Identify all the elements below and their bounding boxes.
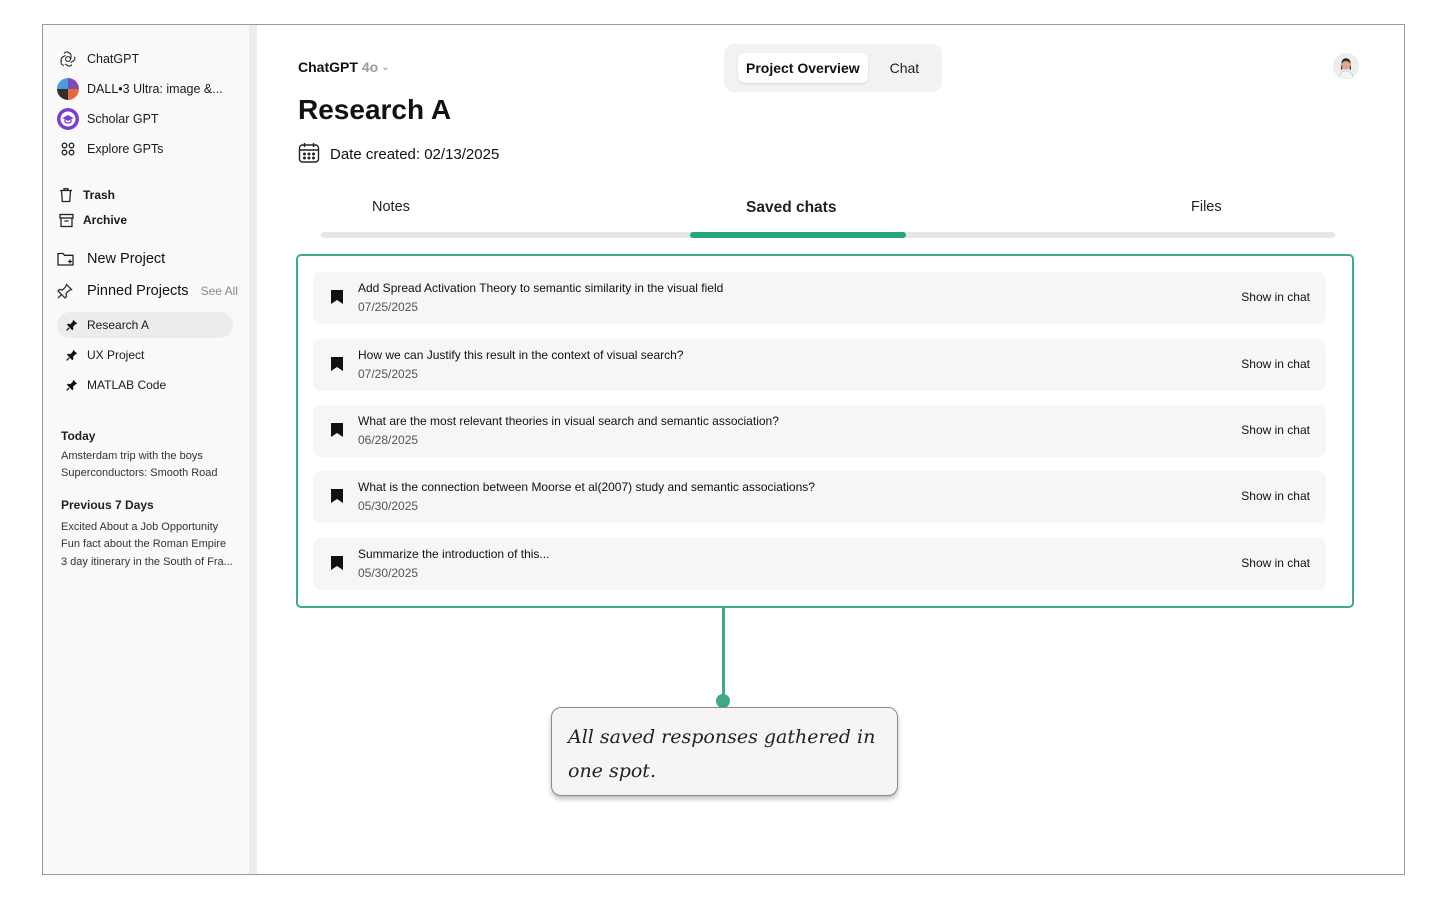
sidebar-item-label: Explore GPTs <box>87 142 164 156</box>
tab-notes[interactable]: Notes <box>372 199 410 215</box>
saved-chat-date: 05/30/2025 <box>358 499 419 513</box>
trash-icon <box>57 184 75 206</box>
annotation-callout: All saved responses gathered in one spot. <box>551 707 898 796</box>
model-version: 4o <box>361 59 379 75</box>
tab-files[interactable]: Files <box>1191 199 1222 215</box>
history-item[interactable]: 3 day itinerary in the South of Fra... <box>61 556 233 568</box>
history-item[interactable]: Superconductors: Smooth Road <box>61 467 218 479</box>
bookmark-icon <box>330 488 344 504</box>
sidebar-item-label: Archive <box>83 213 128 227</box>
saved-chats-panel <box>296 254 1354 608</box>
saved-chat-card[interactable] <box>313 538 1326 590</box>
bookmark-icon <box>330 356 344 372</box>
new-folder-icon <box>57 251 79 267</box>
model-name: ChatGPT <box>298 59 358 75</box>
model-selector[interactable] <box>298 59 390 75</box>
pinned-projects-header <box>57 283 238 299</box>
history-item[interactable]: Amsterdam trip with the boys <box>61 450 203 462</box>
avatar[interactable] <box>1333 53 1359 79</box>
saved-chat-date: 07/25/2025 <box>358 367 419 381</box>
show-in-chat-link[interactable]: Show in chat <box>1241 357 1310 371</box>
sidebar <box>43 25 249 874</box>
dalle-avatar <box>57 78 79 100</box>
archive-icon <box>57 209 75 231</box>
project-overview-tab[interactable]: Project Overview <box>738 53 868 83</box>
new-project-label: New Project <box>87 251 166 267</box>
saved-chat-card[interactable] <box>313 272 1326 324</box>
see-all-link[interactable]: See All <box>200 284 238 298</box>
grid-icon <box>57 138 79 160</box>
sidebar-item-label: Trash <box>83 188 116 202</box>
sidebar-item-archive[interactable] <box>57 207 127 233</box>
pinned-project-label: Research A <box>87 318 150 332</box>
openai-logo-icon <box>57 48 79 70</box>
saved-chat-question: Summarize the introduction of this... <box>358 547 550 561</box>
history-item[interactable]: Fun fact about the Roman Empire <box>61 538 227 550</box>
chevron-down-icon: ⌄ <box>381 61 390 73</box>
sidebar-item-explore-gpts[interactable] <box>57 136 163 162</box>
callout-connector-dot <box>716 694 730 708</box>
saved-chat-question: What is the connection between Moorse et al(2007) study and semantic associations? <box>358 480 815 494</box>
history-heading-today: Today <box>61 429 96 443</box>
saved-chat-question: Add Spread Activation Theory to semantic similarity in the visual field <box>358 281 724 295</box>
show-in-chat-link[interactable]: Show in chat <box>1241 556 1310 570</box>
view-switcher <box>724 44 942 92</box>
pinned-project-item[interactable] <box>57 342 233 368</box>
calendar-icon <box>298 142 322 166</box>
pin-icon <box>65 348 79 362</box>
pinned-project-item[interactable] <box>57 312 233 338</box>
sidebar-item-scholar-gpt[interactable] <box>57 106 159 132</box>
callout-connector-line <box>722 607 725 701</box>
show-in-chat-link[interactable]: Show in chat <box>1241 489 1310 503</box>
pinned-project-item[interactable] <box>57 372 233 398</box>
date-created-text: Date created: 02/13/2025 <box>330 145 500 163</box>
saved-chat-date: 05/30/2025 <box>358 566 419 580</box>
pin-icon <box>65 318 79 332</box>
sidebar-item-label: Scholar GPT <box>87 112 159 126</box>
sidebar-item-label: ChatGPT <box>87 52 140 66</box>
saved-chat-card[interactable] <box>313 339 1326 391</box>
history-heading-previous-7-days: Previous 7 Days <box>61 498 154 512</box>
saved-chat-question: How we can Justify this result in the context of visual search? <box>358 348 684 362</box>
sidebar-resize-rail[interactable] <box>249 25 257 874</box>
pin-icon <box>65 378 79 392</box>
history-item[interactable]: Excited About a Job Opportunity <box>61 521 219 533</box>
tab-saved-chats[interactable]: Saved chats <box>746 199 837 216</box>
sidebar-item-trash[interactable] <box>57 182 115 208</box>
saved-chat-card[interactable] <box>313 405 1326 457</box>
chat-tab[interactable]: Chat <box>889 60 920 76</box>
saved-chat-card[interactable] <box>313 471 1326 523</box>
bookmark-icon <box>330 555 344 571</box>
new-project-button[interactable] <box>57 251 165 267</box>
saved-chat-question: What are the most relevant theories in visual search and semantic association? <box>358 414 779 428</box>
app-window <box>42 24 1405 875</box>
page-title: Research A <box>298 94 452 125</box>
pinned-project-label: UX Project <box>87 348 145 362</box>
date-created <box>298 142 499 166</box>
show-in-chat-link[interactable]: Show in chat <box>1241 290 1310 304</box>
pinned-projects-label: Pinned Projects <box>87 283 189 299</box>
scholar-gpt-avatar <box>57 108 79 130</box>
saved-chat-date: 06/28/2025 <box>358 433 419 447</box>
active-tab-indicator <box>690 232 906 238</box>
show-in-chat-link[interactable]: Show in chat <box>1241 423 1310 437</box>
bookmark-icon <box>330 422 344 438</box>
saved-chat-date: 07/25/2025 <box>358 300 419 314</box>
sidebar-item-chatgpt[interactable] <box>57 46 139 72</box>
pinned-project-label: MATLAB Code <box>87 378 167 392</box>
bookmark-icon <box>330 289 344 305</box>
sidebar-item-label: DALL•3 Ultra: image &... <box>87 82 223 96</box>
pin-outline-icon <box>57 283 79 299</box>
sidebar-item-dalle[interactable] <box>57 76 223 102</box>
